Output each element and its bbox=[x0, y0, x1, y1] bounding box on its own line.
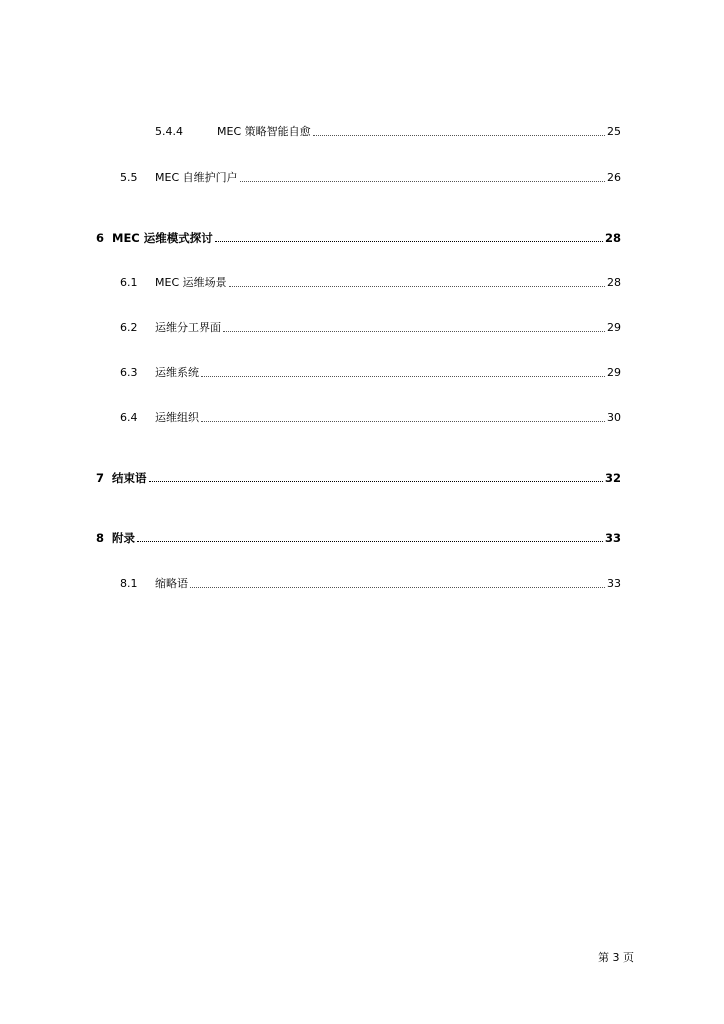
toc-number: 7 bbox=[96, 471, 105, 485]
toc-leader bbox=[223, 331, 605, 332]
toc-entry-6-1[interactable] bbox=[120, 276, 621, 290]
toc-number: 6.4 bbox=[120, 411, 138, 424]
toc-entry-6-2[interactable] bbox=[120, 321, 621, 335]
toc-number: 8 bbox=[96, 531, 105, 545]
toc-title: MEC 自维护门户 bbox=[155, 171, 238, 184]
toc-page-number: 33 bbox=[607, 577, 621, 590]
toc-number: 6.1 bbox=[120, 276, 138, 289]
toc-title: MEC 策略智能自愈 bbox=[217, 125, 311, 138]
toc-page-number: 28 bbox=[607, 276, 621, 289]
toc-title: 运维组织 bbox=[155, 411, 199, 424]
toc-leader bbox=[229, 286, 605, 287]
toc-leader bbox=[137, 541, 603, 542]
toc-number: 8.1 bbox=[120, 577, 138, 590]
toc-leader bbox=[313, 135, 605, 136]
toc-entry-7[interactable] bbox=[96, 471, 621, 485]
toc-entry-6[interactable] bbox=[96, 231, 621, 245]
toc-page-number: 32 bbox=[604, 471, 621, 485]
toc-number: 5.5 bbox=[120, 171, 138, 184]
toc-page-number: 30 bbox=[607, 411, 621, 424]
toc-title: MEC 运维场景 bbox=[155, 276, 227, 289]
toc-title: MEC 运维模式探讨 bbox=[112, 231, 213, 245]
toc-leader bbox=[201, 376, 605, 377]
toc-page-number: 25 bbox=[607, 125, 621, 138]
toc-leader bbox=[190, 587, 605, 588]
toc-page-number: 26 bbox=[607, 171, 621, 184]
toc-page-number: 29 bbox=[607, 321, 621, 334]
toc-leader bbox=[201, 421, 605, 422]
toc-number: 6 bbox=[96, 231, 105, 245]
toc-leader bbox=[215, 241, 603, 242]
toc-title: 运维系统 bbox=[155, 366, 199, 379]
toc-title: 结束语 bbox=[112, 471, 147, 485]
toc-leader bbox=[240, 181, 605, 182]
toc-number: 6.3 bbox=[120, 366, 138, 379]
toc-number: 6.2 bbox=[120, 321, 138, 334]
toc-page-number: 28 bbox=[604, 231, 621, 245]
toc-page-number: 29 bbox=[607, 366, 621, 379]
toc-number: 5.4.4 bbox=[155, 125, 183, 138]
toc-entry-6-3[interactable] bbox=[120, 366, 621, 380]
toc-entry-8[interactable] bbox=[96, 531, 621, 545]
toc-title: 运维分工界面 bbox=[155, 321, 221, 334]
page-footer-number: 第 3 页 bbox=[598, 951, 634, 964]
toc-entry-5-5[interactable] bbox=[120, 171, 621, 185]
toc-entry-5-4-4[interactable] bbox=[155, 125, 621, 139]
toc-entry-6-4[interactable] bbox=[120, 411, 621, 425]
toc-entry-8-1[interactable] bbox=[120, 577, 621, 591]
toc-leader bbox=[149, 481, 603, 482]
toc-page-number: 33 bbox=[604, 531, 621, 545]
toc-title: 缩略语 bbox=[155, 577, 188, 590]
toc-title: 附录 bbox=[112, 531, 135, 545]
